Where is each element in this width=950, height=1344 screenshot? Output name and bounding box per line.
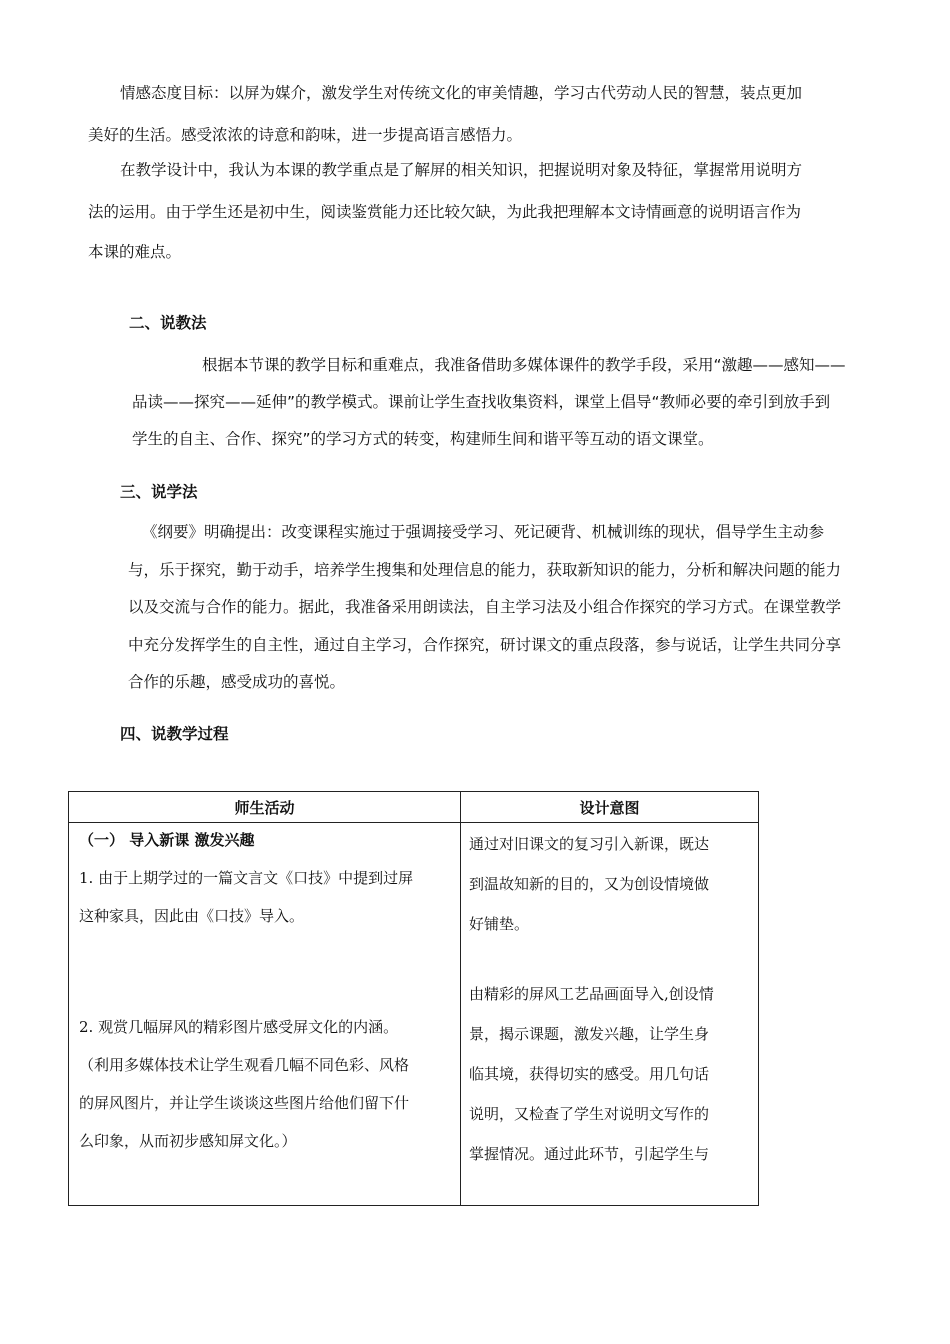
section-heading: 三、说学法 <box>120 483 198 501</box>
activity-line: 么印象，从而初步感知屏文化。） <box>79 1132 297 1150</box>
teaching-process-table <box>68 791 759 1206</box>
teaching-method-line: 学生的自主、合作、探究”的学习方式的转变，构建师生间和谐平等互动的语文课堂。 <box>132 430 714 448</box>
intent-line: 由精彩的屏风工艺品画面导入,创设情 <box>469 985 714 1003</box>
intro-line: 情感态度目标：以屏为媒介，激发学生对传统文化的审美情趣，学习古代劳动人民的智慧，装点更加 <box>120 84 803 102</box>
section-heading: 四、说教学过程 <box>120 725 229 743</box>
intent-cell <box>461 823 759 1206</box>
step-title: （一） 导入新课 激发兴趣 <box>79 831 255 849</box>
intro-line: 美好的生活。感受浓浓的诗意和韵味，进一步提高语言感悟力。 <box>88 126 523 144</box>
learning-method-line: 与，乐于探究，勤于动手，培养学生搜集和处理信息的能力，获取新知识的能力，分析和解决问题的能力 <box>128 561 842 579</box>
activity-line: （利用多媒体技术让学生观看几幅不同色彩、风格 <box>79 1056 410 1074</box>
activity-cell <box>69 823 461 1206</box>
teaching-method-line: 根据本节课的教学目标和重难点，我准备借助多媒体课件的教学手段，采用“激趣——感知—— <box>202 356 846 374</box>
column-header: 师生活动 <box>69 792 461 823</box>
intro-line: 在教学设计中，我认为本课的教学重点是了解屏的相关知识，把握说明对象及特征，掌握常用说明方 <box>120 161 803 179</box>
section-heading: 二、说教法 <box>129 314 207 332</box>
activity-line: 2. 观赏几幅屏风的精彩图片感受屏文化的内涵。 <box>79 1018 399 1036</box>
intent-line: 到温故知新的目的，又为创设情境做 <box>469 875 710 893</box>
teaching-method-line: 品读——探究——延伸”的教学模式。课前让学生查找收集资料，课堂上倡导“教师必要的牵引到放手到 <box>132 393 831 411</box>
intent-line: 说明，又检查了学生对说明文写作的 <box>469 1105 710 1123</box>
activity-line: 1. 由于上期学过的一篇文言文《口技》中提到过屏 <box>79 869 414 887</box>
intent-line: 好铺垫。 <box>469 915 530 933</box>
learning-method-line: 合作的乐趣，感受成功的喜悦。 <box>128 673 346 691</box>
intro-line: 法的运用。由于学生还是初中生，阅读鉴赏能力还比较欠缺，为此我把理解本文诗情画意的说明语言作为 <box>88 203 802 221</box>
activity-line: 这种家具，因此由《口技》导入。 <box>79 907 305 925</box>
intent-line: 通过对旧课文的复习引入新课，既达 <box>469 835 710 853</box>
learning-method-line: 中充分发挥学生的自主性，通过自主学习，合作探究，研讨课文的重点段落，参与说话，让学生共同分享 <box>128 636 842 654</box>
intent-line: 掌握情况。通过此环节，引起学生与 <box>469 1145 710 1163</box>
column-header: 设计意图 <box>461 792 759 823</box>
activity-line: 的屏风图片，并让学生谈谈这些图片给他们留下什 <box>79 1094 410 1112</box>
intent-line: 景，揭示课题，激发兴趣，让学生身 <box>469 1025 710 1043</box>
learning-method-line: 《纲要》明确提出：改变课程实施过于强调接受学习、死记硬背、机械训练的现状，倡导学生主动参 <box>142 523 825 541</box>
intent-line: 临其境，获得切实的感受。用几句话 <box>469 1065 710 1083</box>
learning-method-line: 以及交流与合作的能力。据此，我准备采用朗读法，自主学习法及小组合作探究的学习方式。在课堂教学 <box>128 598 842 616</box>
intro-line: 本课的难点。 <box>88 243 182 261</box>
